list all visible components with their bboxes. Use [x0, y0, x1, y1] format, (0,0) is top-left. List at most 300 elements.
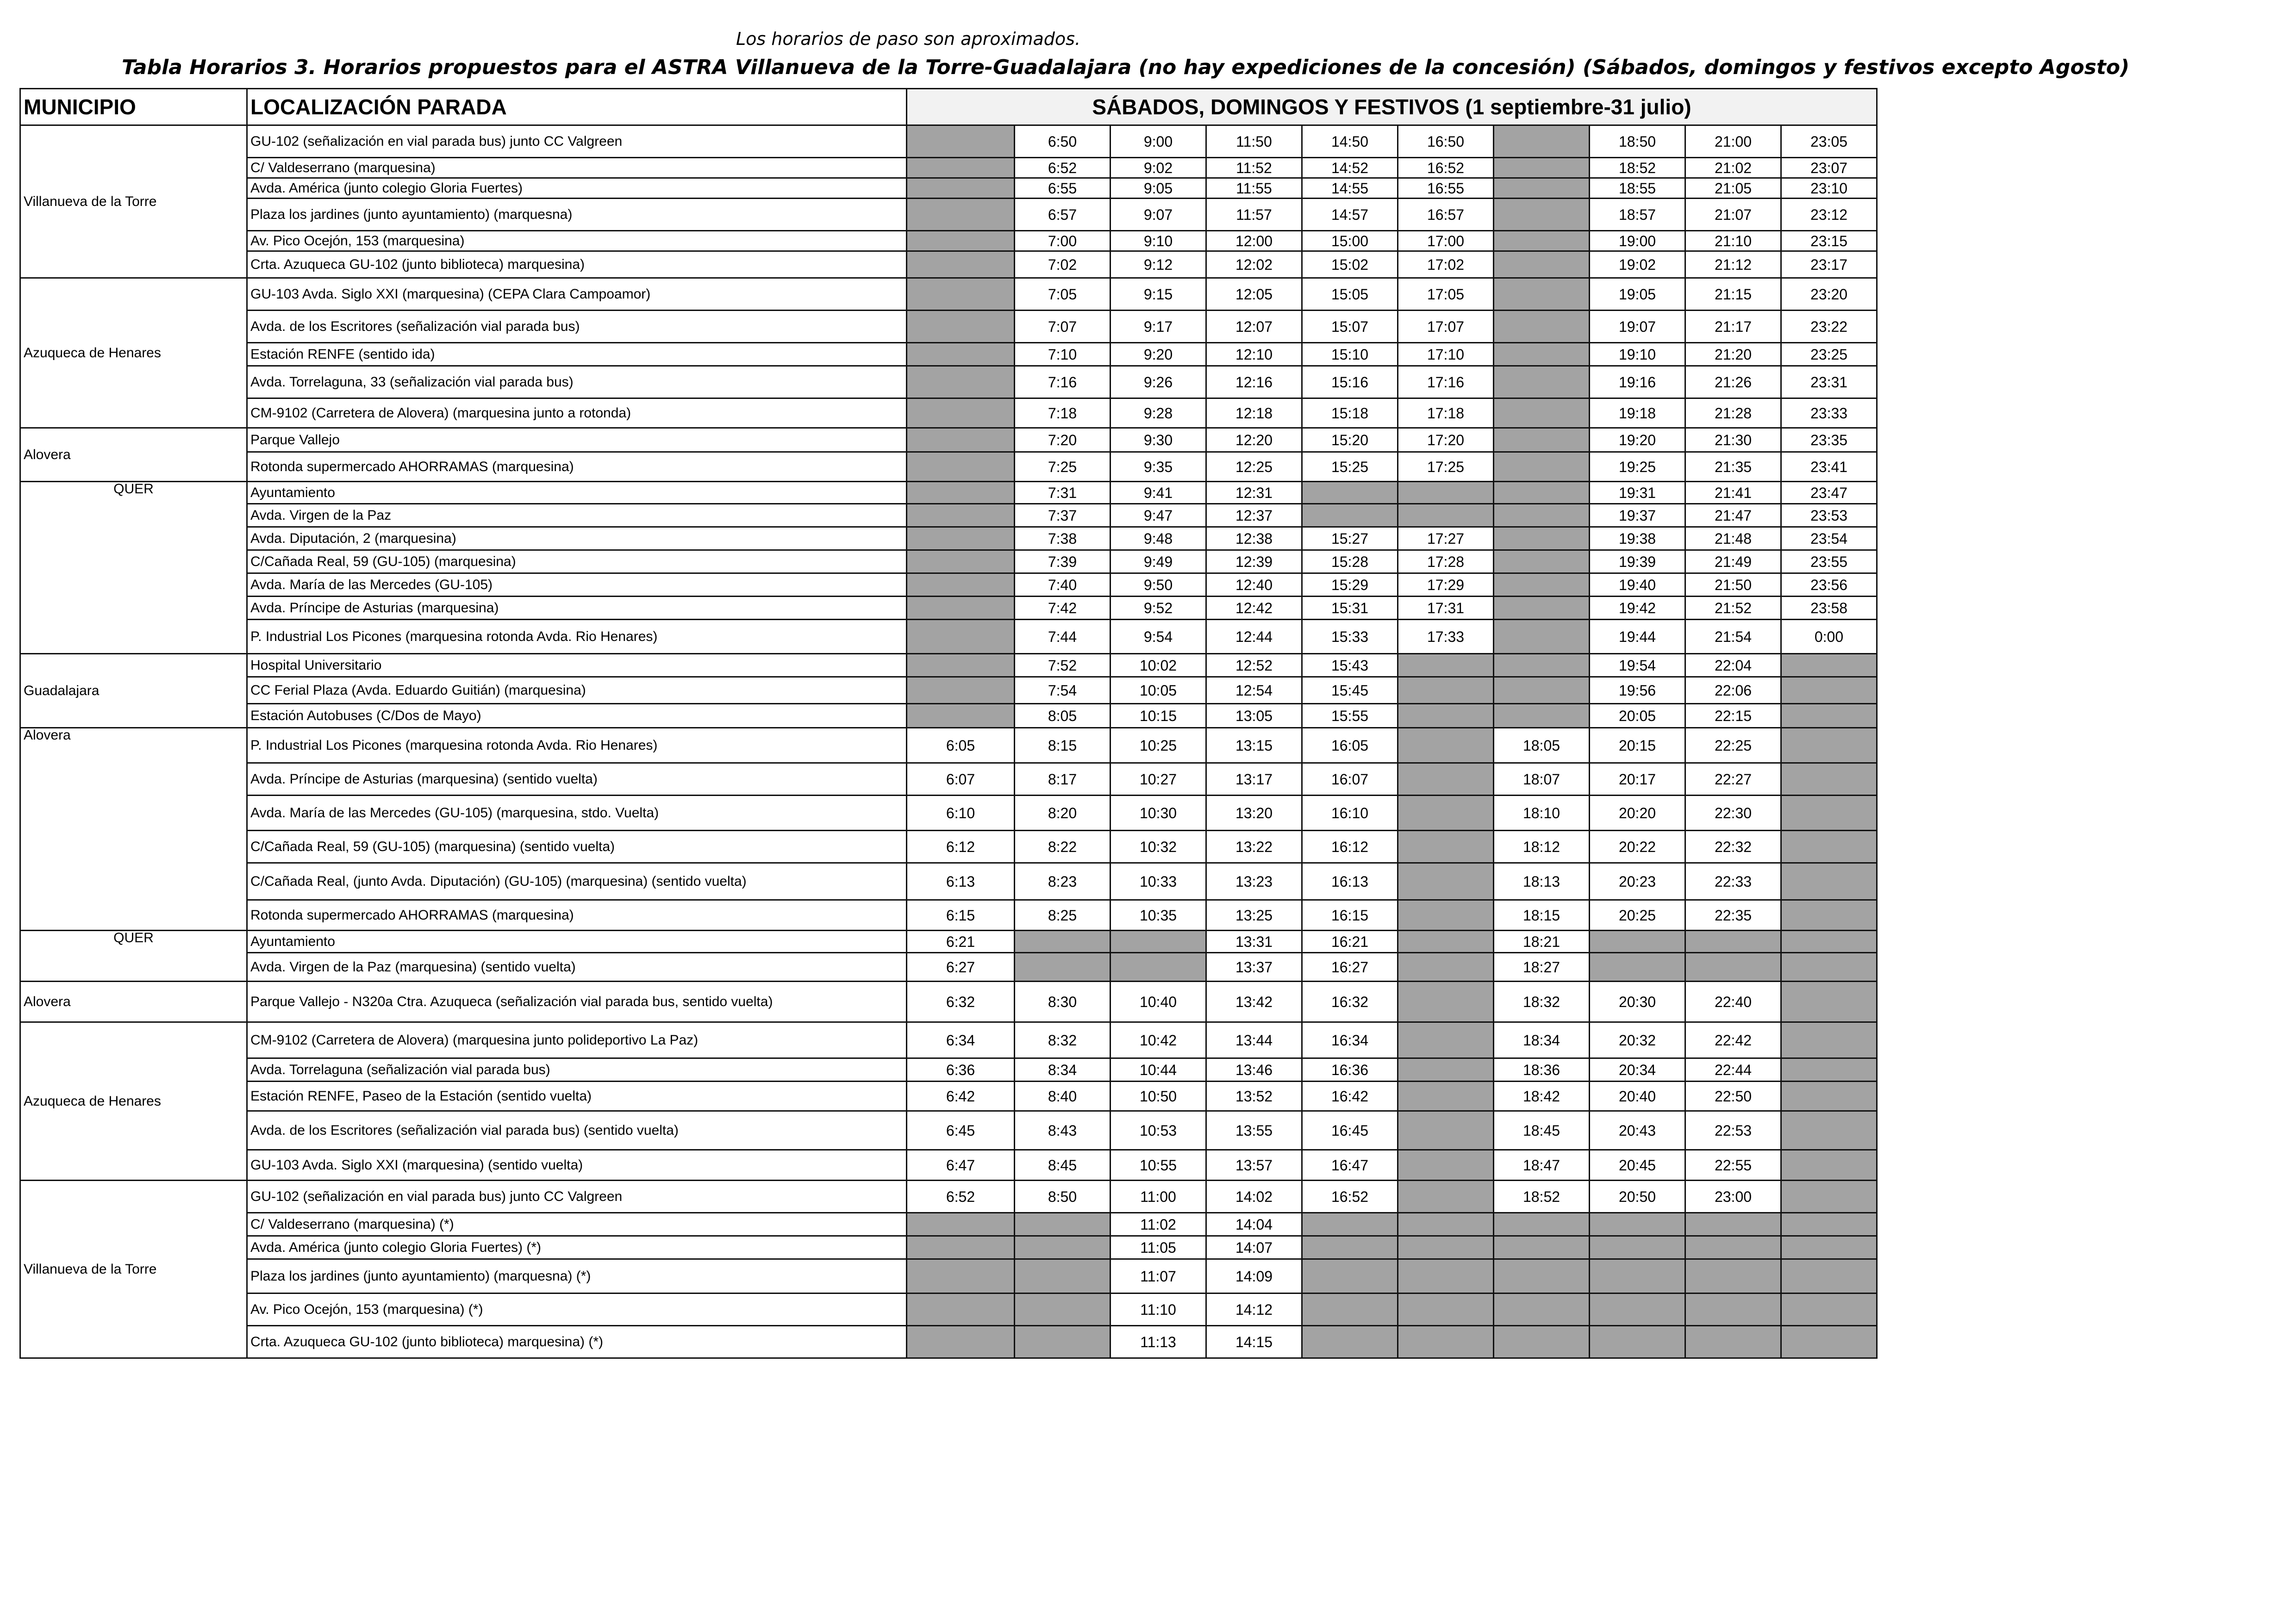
no-service-cell — [1781, 1236, 1877, 1259]
table-row — [20, 863, 1877, 900]
table-row — [20, 1236, 1877, 1259]
stop-name-cell: Avda. Virgen de la Paz (marquesina) (sentido vuelta) — [247, 953, 907, 982]
no-service-cell — [1398, 654, 1494, 677]
no-service-cell — [1781, 1150, 1877, 1181]
time-cell: 15:16 — [1302, 366, 1398, 398]
time-cell: 14:04 — [1206, 1213, 1302, 1236]
time-cell: 19:02 — [1590, 251, 1685, 278]
time-cell: 10:40 — [1111, 982, 1206, 1022]
time-cell: 11:55 — [1206, 178, 1302, 199]
time-cell: 23:58 — [1781, 597, 1877, 620]
time-cell: 13:42 — [1206, 982, 1302, 1022]
no-service-cell — [907, 178, 1015, 199]
time-cell: 6:55 — [1015, 178, 1111, 199]
no-service-cell — [907, 1259, 1015, 1293]
table-row — [20, 1181, 1877, 1213]
table-row — [20, 231, 1877, 251]
no-service-cell — [1781, 728, 1877, 763]
time-cell: 21:47 — [1685, 504, 1781, 527]
time-cell: 17:29 — [1398, 573, 1494, 597]
no-service-cell — [907, 1326, 1015, 1358]
time-cell: 23:17 — [1781, 251, 1877, 278]
time-cell: 9:52 — [1111, 597, 1206, 620]
municipio-cell: Alovera — [20, 728, 247, 931]
table-row — [20, 982, 1877, 1022]
no-service-cell — [1781, 1111, 1877, 1150]
time-cell: 23:47 — [1781, 482, 1877, 504]
time-cell: 8:15 — [1015, 728, 1111, 763]
time-cell: 6:57 — [1015, 199, 1111, 231]
time-cell: 22:40 — [1685, 982, 1781, 1022]
no-service-cell — [1685, 953, 1781, 982]
time-cell: 15:43 — [1302, 654, 1398, 677]
time-cell: 18:52 — [1494, 1181, 1590, 1213]
stop-name-cell: Avda. de los Escritores (señalización vial parada bus) — [247, 311, 907, 343]
table-row — [20, 573, 1877, 597]
time-cell: 10:53 — [1111, 1111, 1206, 1150]
time-cell: 9:49 — [1111, 550, 1206, 573]
time-cell: 6:05 — [907, 728, 1015, 763]
time-cell: 18:50 — [1590, 125, 1685, 158]
no-service-cell — [1781, 763, 1877, 796]
time-cell: 12:18 — [1206, 398, 1302, 428]
time-cell: 14:15 — [1206, 1326, 1302, 1358]
time-cell: 9:48 — [1111, 527, 1206, 550]
time-cell: 23:05 — [1781, 125, 1877, 158]
table-row — [20, 311, 1877, 343]
no-service-cell — [1494, 199, 1590, 231]
no-service-cell — [1590, 931, 1685, 953]
table-row — [20, 343, 1877, 366]
time-cell: 9:17 — [1111, 311, 1206, 343]
time-cell: 16:15 — [1302, 900, 1398, 931]
no-service-cell — [907, 366, 1015, 398]
table-row — [20, 620, 1877, 654]
time-cell: 18:10 — [1494, 796, 1590, 831]
time-cell: 15:07 — [1302, 311, 1398, 343]
no-service-cell — [1111, 931, 1206, 953]
time-cell: 23:00 — [1685, 1181, 1781, 1213]
table-row — [20, 504, 1877, 527]
no-service-cell — [1494, 428, 1590, 452]
time-cell: 21:00 — [1685, 125, 1781, 158]
time-cell: 22:35 — [1685, 900, 1781, 931]
table-row — [20, 366, 1877, 398]
time-cell: 16:34 — [1302, 1022, 1398, 1058]
time-cell: 15:29 — [1302, 573, 1398, 597]
time-cell: 22:42 — [1685, 1022, 1781, 1058]
time-cell: 11:50 — [1206, 125, 1302, 158]
time-cell: 9:12 — [1111, 251, 1206, 278]
no-service-cell — [1398, 1181, 1494, 1213]
no-service-cell — [1302, 1236, 1398, 1259]
time-cell: 9:20 — [1111, 343, 1206, 366]
time-cell: 20:25 — [1590, 900, 1685, 931]
no-service-cell — [1685, 1326, 1781, 1358]
no-service-cell — [1398, 1111, 1494, 1150]
time-cell: 6:45 — [907, 1111, 1015, 1150]
no-service-cell — [1398, 763, 1494, 796]
no-service-cell — [907, 1213, 1015, 1236]
no-service-cell — [1494, 452, 1590, 482]
stop-name-cell: CM-9102 (Carretera de Alovera) (marquesina junto polideportivo La Paz) — [247, 1022, 907, 1058]
no-service-cell — [1494, 158, 1590, 178]
stop-name-cell: Avda. Diputación, 2 (marquesina) — [247, 527, 907, 550]
stop-name-cell: Avda. María de las Mercedes (GU-105) — [247, 573, 907, 597]
no-service-cell — [1015, 1236, 1111, 1259]
time-cell: 13:44 — [1206, 1022, 1302, 1058]
table-row — [20, 763, 1877, 796]
table-row — [20, 482, 1877, 504]
time-cell: 9:41 — [1111, 482, 1206, 504]
time-cell: 12:38 — [1206, 527, 1302, 550]
time-cell: 9:50 — [1111, 573, 1206, 597]
table-row — [20, 1150, 1877, 1181]
time-cell: 21:17 — [1685, 311, 1781, 343]
no-service-cell — [1494, 1213, 1590, 1236]
time-cell: 20:32 — [1590, 1022, 1685, 1058]
time-cell: 21:15 — [1685, 278, 1781, 311]
time-cell: 7:40 — [1015, 573, 1111, 597]
time-cell: 16:21 — [1302, 931, 1398, 953]
table-row — [20, 278, 1877, 311]
no-service-cell — [1494, 527, 1590, 550]
table-row — [20, 1326, 1877, 1358]
table-row — [20, 199, 1877, 231]
time-cell: 8:23 — [1015, 863, 1111, 900]
no-service-cell — [1398, 704, 1494, 728]
no-service-cell — [1590, 1293, 1685, 1326]
no-service-cell — [1015, 1259, 1111, 1293]
no-service-cell — [1015, 1326, 1111, 1358]
time-cell: 20:17 — [1590, 763, 1685, 796]
no-service-cell — [907, 654, 1015, 677]
time-cell: 6:42 — [907, 1082, 1015, 1111]
time-cell: 13:31 — [1206, 931, 1302, 953]
time-cell: 12:02 — [1206, 251, 1302, 278]
time-cell: 19:44 — [1590, 620, 1685, 654]
no-service-cell — [907, 251, 1015, 278]
time-cell: 6:36 — [907, 1058, 1015, 1082]
time-cell: 19:25 — [1590, 452, 1685, 482]
time-cell: 20:15 — [1590, 728, 1685, 763]
time-cell: 21:12 — [1685, 251, 1781, 278]
time-cell: 13:37 — [1206, 953, 1302, 982]
time-cell: 18:36 — [1494, 1058, 1590, 1082]
stop-name-cell: P. Industrial Los Picones (marquesina rotonda Avda. Rio Henares) — [247, 728, 907, 763]
no-service-cell — [1398, 728, 1494, 763]
time-cell: 17:25 — [1398, 452, 1494, 482]
no-service-cell — [1302, 504, 1398, 527]
table-caption: Tabla Horarios 3. Horarios propuestos para el ASTRA Villanueva de la Torre-Guadalajara (no hay expediciones de la concesión) (Sábados, domingos y festivos excepto Agosto) — [122, 56, 2130, 79]
time-cell: 23:56 — [1781, 573, 1877, 597]
time-cell: 16:12 — [1302, 831, 1398, 863]
no-service-cell — [907, 504, 1015, 527]
no-service-cell — [1398, 504, 1494, 527]
time-cell: 12:05 — [1206, 278, 1302, 311]
no-service-cell — [1494, 311, 1590, 343]
time-cell: 22:53 — [1685, 1111, 1781, 1150]
table-row — [20, 125, 1877, 158]
time-cell: 15:10 — [1302, 343, 1398, 366]
time-cell: 15:20 — [1302, 428, 1398, 452]
time-cell: 15:00 — [1302, 231, 1398, 251]
time-cell: 13:17 — [1206, 763, 1302, 796]
no-service-cell — [1590, 1259, 1685, 1293]
table-row — [20, 1293, 1877, 1326]
time-cell: 22:55 — [1685, 1150, 1781, 1181]
time-cell: 21:35 — [1685, 452, 1781, 482]
time-cell: 19:05 — [1590, 278, 1685, 311]
stop-name-cell: P. Industrial Los Picones (marquesina rotonda Avda. Rio Henares) — [247, 620, 907, 654]
no-service-cell — [907, 311, 1015, 343]
no-service-cell — [1781, 900, 1877, 931]
no-service-cell — [907, 620, 1015, 654]
table-row — [20, 900, 1877, 931]
stop-name-cell: C/ Valdeserrano (marquesina) — [247, 158, 907, 178]
time-cell: 16:36 — [1302, 1058, 1398, 1082]
no-service-cell — [1494, 251, 1590, 278]
municipio-cell: Azuqueca de Henares — [20, 1022, 247, 1181]
time-cell: 14:02 — [1206, 1181, 1302, 1213]
no-service-cell — [1781, 677, 1877, 704]
time-cell: 14:52 — [1302, 158, 1398, 178]
time-cell: 7:38 — [1015, 527, 1111, 550]
time-cell: 10:27 — [1111, 763, 1206, 796]
municipio-cell: Guadalajara — [20, 654, 247, 728]
time-cell: 23:31 — [1781, 366, 1877, 398]
time-cell: 8:22 — [1015, 831, 1111, 863]
no-service-cell — [1398, 1326, 1494, 1358]
no-service-cell — [1494, 573, 1590, 597]
table-row — [20, 953, 1877, 982]
no-service-cell — [1398, 677, 1494, 704]
time-cell: 8:43 — [1015, 1111, 1111, 1150]
municipio-cell: Villanueva de la Torre — [20, 1181, 247, 1358]
stop-name-cell: Plaza los jardines (junto ayuntamiento) (marquesna) (*) — [247, 1259, 907, 1293]
time-cell: 12:07 — [1206, 311, 1302, 343]
time-cell: 7:42 — [1015, 597, 1111, 620]
no-service-cell — [1781, 982, 1877, 1022]
time-cell: 10:02 — [1111, 654, 1206, 677]
time-cell: 20:30 — [1590, 982, 1685, 1022]
time-cell: 6:07 — [907, 763, 1015, 796]
no-service-cell — [1302, 482, 1398, 504]
time-cell: 16:07 — [1302, 763, 1398, 796]
time-cell: 8:05 — [1015, 704, 1111, 728]
no-service-cell — [1590, 1326, 1685, 1358]
time-cell: 13:15 — [1206, 728, 1302, 763]
no-service-cell — [1685, 1259, 1781, 1293]
stop-name-cell: Crta. Azuqueca GU-102 (junto biblioteca) marquesina) — [247, 251, 907, 278]
time-cell: 14:12 — [1206, 1293, 1302, 1326]
time-cell: 6:52 — [907, 1181, 1015, 1213]
time-cell: 16:05 — [1302, 728, 1398, 763]
time-cell: 15:33 — [1302, 620, 1398, 654]
time-cell: 21:26 — [1685, 366, 1781, 398]
time-cell: 16:47 — [1302, 1150, 1398, 1181]
no-service-cell — [907, 398, 1015, 428]
table-row — [20, 728, 1877, 763]
no-service-cell — [1398, 900, 1494, 931]
no-service-cell — [1398, 1082, 1494, 1111]
table-row — [20, 931, 1877, 953]
time-cell: 20:05 — [1590, 704, 1685, 728]
no-service-cell — [1494, 231, 1590, 251]
no-service-cell — [1494, 704, 1590, 728]
time-cell: 22:32 — [1685, 831, 1781, 863]
time-cell: 16:27 — [1302, 953, 1398, 982]
time-cell: 16:13 — [1302, 863, 1398, 900]
table-row — [20, 178, 1877, 199]
stop-name-cell: Avda. de los Escritores (señalización vial parada bus) (sentido vuelta) — [247, 1111, 907, 1150]
time-cell: 6:10 — [907, 796, 1015, 831]
time-cell: 11:52 — [1206, 158, 1302, 178]
no-service-cell — [1781, 931, 1877, 953]
stop-name-cell: Ayuntamiento — [247, 931, 907, 953]
time-cell: 23:07 — [1781, 158, 1877, 178]
time-cell: 19:42 — [1590, 597, 1685, 620]
time-cell: 15:31 — [1302, 597, 1398, 620]
no-service-cell — [1685, 1293, 1781, 1326]
time-cell: 22:06 — [1685, 677, 1781, 704]
time-cell: 10:44 — [1111, 1058, 1206, 1082]
time-cell: 7:31 — [1015, 482, 1111, 504]
time-cell: 12:20 — [1206, 428, 1302, 452]
time-cell: 18:42 — [1494, 1082, 1590, 1111]
time-cell: 23:20 — [1781, 278, 1877, 311]
time-cell: 13:05 — [1206, 704, 1302, 728]
time-cell: 13:57 — [1206, 1150, 1302, 1181]
time-cell: 23:54 — [1781, 527, 1877, 550]
time-cell: 15:18 — [1302, 398, 1398, 428]
time-cell: 17:07 — [1398, 311, 1494, 343]
no-service-cell — [907, 597, 1015, 620]
time-cell: 9:05 — [1111, 178, 1206, 199]
time-cell: 18:13 — [1494, 863, 1590, 900]
no-service-cell — [1398, 953, 1494, 982]
stop-name-cell: GU-102 (señalización en vial parada bus) junto CC Valgreen — [247, 125, 907, 158]
time-cell: 13:25 — [1206, 900, 1302, 931]
no-service-cell — [1398, 863, 1494, 900]
time-cell: 13:23 — [1206, 863, 1302, 900]
time-cell: 16:50 — [1398, 125, 1494, 158]
stop-name-cell: Estación RENFE (sentido ida) — [247, 343, 907, 366]
time-cell: 17:28 — [1398, 550, 1494, 573]
time-cell: 11:10 — [1111, 1293, 1206, 1326]
time-cell: 18:12 — [1494, 831, 1590, 863]
time-cell: 19:40 — [1590, 573, 1685, 597]
time-cell: 16:52 — [1302, 1181, 1398, 1213]
no-service-cell — [1111, 953, 1206, 982]
no-service-cell — [1015, 1213, 1111, 1236]
time-cell: 9:30 — [1111, 428, 1206, 452]
schedule-table — [19, 88, 1878, 1359]
municipio-cell: Azuqueca de Henares — [20, 278, 247, 428]
municipio-cell: QUER — [20, 931, 247, 982]
no-service-cell — [1398, 1058, 1494, 1082]
time-cell: 23:15 — [1781, 231, 1877, 251]
time-cell: 16:45 — [1302, 1111, 1398, 1150]
time-cell: 10:32 — [1111, 831, 1206, 863]
time-cell: 7:37 — [1015, 504, 1111, 527]
no-service-cell — [1494, 1326, 1590, 1358]
time-cell: 6:27 — [907, 953, 1015, 982]
time-cell: 22:15 — [1685, 704, 1781, 728]
no-service-cell — [1494, 620, 1590, 654]
header-row — [20, 89, 1877, 125]
time-cell: 11:57 — [1206, 199, 1302, 231]
time-cell: 10:25 — [1111, 728, 1206, 763]
table-row — [20, 1259, 1877, 1293]
header-parada: LOCALIZACIÓN PARADA — [247, 89, 907, 125]
time-cell: 7:20 — [1015, 428, 1111, 452]
no-service-cell — [1685, 1213, 1781, 1236]
time-cell: 7:39 — [1015, 550, 1111, 573]
time-cell: 6:52 — [1015, 158, 1111, 178]
time-cell: 12:54 — [1206, 677, 1302, 704]
time-cell: 12:52 — [1206, 654, 1302, 677]
time-cell: 13:46 — [1206, 1058, 1302, 1082]
time-cell: 16:10 — [1302, 796, 1398, 831]
time-cell: 20:34 — [1590, 1058, 1685, 1082]
no-service-cell — [1494, 550, 1590, 573]
no-service-cell — [1494, 677, 1590, 704]
municipio-cell: Alovera — [20, 982, 247, 1022]
time-cell: 7:54 — [1015, 677, 1111, 704]
municipio-cell: QUER — [20, 482, 247, 654]
no-service-cell — [1781, 1181, 1877, 1213]
no-service-cell — [1494, 1236, 1590, 1259]
no-service-cell — [1781, 1022, 1877, 1058]
no-service-cell — [907, 527, 1015, 550]
stop-name-cell: Rotonda supermercado AHORRAMAS (marquesina) — [247, 900, 907, 931]
time-cell: 20:23 — [1590, 863, 1685, 900]
no-service-cell — [1398, 482, 1494, 504]
no-service-cell — [1494, 482, 1590, 504]
time-cell: 8:17 — [1015, 763, 1111, 796]
table-row — [20, 1111, 1877, 1150]
time-cell: 15:28 — [1302, 550, 1398, 573]
time-cell: 6:21 — [907, 931, 1015, 953]
table-row — [20, 428, 1877, 452]
time-cell: 23:10 — [1781, 178, 1877, 199]
time-cell: 19:00 — [1590, 231, 1685, 251]
time-cell: 10:15 — [1111, 704, 1206, 728]
no-service-cell — [1494, 343, 1590, 366]
stop-name-cell: Avda. Príncipe de Asturias (marquesina) (sentido vuelta) — [247, 763, 907, 796]
time-cell: 23:12 — [1781, 199, 1877, 231]
table-row — [20, 452, 1877, 482]
time-cell: 10:33 — [1111, 863, 1206, 900]
time-cell: 23:41 — [1781, 452, 1877, 482]
time-cell: 19:10 — [1590, 343, 1685, 366]
time-cell: 21:49 — [1685, 550, 1781, 573]
stop-name-cell: Avda. Torrelaguna, 33 (señalización vial parada bus) — [247, 366, 907, 398]
table-row — [20, 1082, 1877, 1111]
no-service-cell — [1015, 953, 1111, 982]
stop-name-cell: GU-102 (señalización en vial parada bus) junto CC Valgreen — [247, 1181, 907, 1213]
time-cell: 22:04 — [1685, 654, 1781, 677]
no-service-cell — [1781, 654, 1877, 677]
table-row — [20, 1058, 1877, 1082]
no-service-cell — [1302, 1259, 1398, 1293]
time-cell: 12:37 — [1206, 504, 1302, 527]
no-service-cell — [907, 231, 1015, 251]
no-service-cell — [1781, 704, 1877, 728]
no-service-cell — [907, 278, 1015, 311]
time-cell: 17:33 — [1398, 620, 1494, 654]
